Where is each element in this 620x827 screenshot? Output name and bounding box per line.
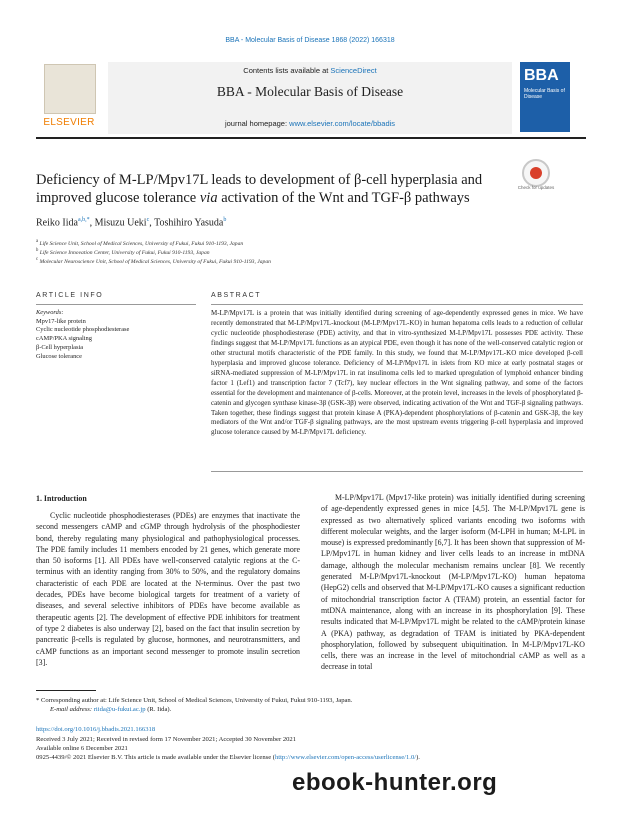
- author-separator: ,: [89, 217, 95, 229]
- article-title: [36, 171, 526, 207]
- author-affiliation-mark[interactable]: c: [146, 217, 150, 223]
- check-for-updates-label[interactable]: Check for updates: [517, 185, 555, 190]
- abstract-rule: [211, 304, 583, 305]
- title-text: activation of the Wnt and TGF-β pathways: [217, 190, 470, 206]
- license-text: 0925-4439/© 2021 Elsevier B.V. This article is made available under the Elsevier license (: [36, 754, 275, 761]
- author-affiliation-mark[interactable]: a,b,*: [77, 217, 90, 223]
- check-for-updates-icon[interactable]: [522, 159, 550, 187]
- journal-cover-image[interactable]: [520, 62, 570, 132]
- affiliation-mark: a: [36, 239, 39, 244]
- email-label: E-mail address:: [50, 706, 94, 713]
- footnote-rule: [36, 690, 96, 691]
- article-info-rule: [36, 304, 196, 305]
- journal-homepage-link[interactable]: www.elsevier.com/locate/bbadis: [289, 119, 396, 128]
- keyword: cAMP/PKA signaling: [36, 335, 92, 343]
- affiliation-mark: b: [36, 248, 39, 253]
- intro-paragraph: Cyclic nucleotide phosphodiesterases (PDEs) are enzymes that inactivate the second messengers cAMP and cGMP through hydrolysis of the phosphodiester bond, thereby regulating many physiological and pathophysiological processes. The PDE family includes 11 members encoded by 21 genes, which generate more than 50 isoforms [1]. All PDEs have well-conserved catalytic regions at the C-terminus with an identity ranging from 30% to 50%, and the regulatory domains characteristic of each PDE are located at the N-terminus. Over the past two decades, PDEs have become biological targets for treatment of a variety of diseases, and several selective inhibitors of PDEs have become available as therapeutic agents [2]. The development of effective PDE inhibitors for treatment of type 2 diabetes is also underway [2], based on the fact that insulin secretion by pancreatic β-cells is regulated by glucose, hormones, and neurotransmitters, and cAMP functions as an important second messenger to promote insulin secretion [3].: [36, 511, 300, 667]
- doi-link[interactable]: https://doi.org/10.1016/j.bbadis.2021.166318: [36, 726, 156, 733]
- title-line-1: Deficiency of M-LP/Mpv17L leads to development of β-cell hyperplasia and: [36, 172, 483, 188]
- intro-paragraph: M-LP/Mpv17L (Mpv17-like protein) was initially identified during screening of age-dependently expressed genes in mice [4,5]. The M-LP/Mpv17L gene is expressed as two alternatively spliced variants encoding two isoforms with different molecular weights, and the larger isoform (M-LPH in human; M-LPL in mouse) is expressed predominantly [6,7]. It has been shown that suppression of M-LP/Mpv17L in human kidney and liver cells leads to an increase in mtDNA damage, although the molecular mechanism remains unclear [8]. We recently generated M-LP/Mpv17L-knockout (M-LP/Mpv17L-KO) human hepatoma (HepG2) cells and observed that M-LP/Mpv17L-KO causes a significant reduction of mitochondrial transcription factor A (TFAM) protein, an essential factor for mtDNA maintenance, along with an increase in its phosphorylation [9]. These results indicated that M-LP/Mpv17L might be related to the cAMP/protein kinase A (PKA) pathway, as degradation of TFAM is initiated by PKA-dependent phosphorylation, followed by subsequent ubiquitination. In M-LP/Mpv17L-KO cells, there was an increase in the level of mitochondrial cAMP as well as a decrease in total: [321, 493, 585, 672]
- contents-line: [108, 66, 512, 75]
- title-italic: via: [199, 190, 218, 206]
- elsevier-tree-icon: [44, 64, 96, 114]
- journal-title: BBA - Molecular Basis of Disease: [216, 84, 404, 99]
- cover-title: BBA: [524, 67, 559, 84]
- sciencedirect-link[interactable]: ScienceDirect: [330, 66, 377, 75]
- abstract-bottom-rule: [211, 471, 583, 472]
- received-line: Received 3 July 2021; Received in revised form 17 November 2021; Accepted 30 November 2021: [36, 736, 297, 743]
- author-name[interactable]: Toshihiro Yasuda: [154, 217, 224, 229]
- title-text: improved glucose tolerance: [36, 190, 200, 206]
- keyword: Glucose tolerance: [36, 352, 82, 360]
- license-text-end: ).: [416, 754, 420, 761]
- keywords-heading: Keywords:: [36, 309, 64, 316]
- keyword: β-Cell hyperplasia: [36, 343, 84, 351]
- email-link[interactable]: riida@u-fukui.ac.jp: [93, 706, 146, 713]
- contents-prefix: Contents lists available at: [243, 66, 331, 75]
- publisher-name: ELSEVIER: [43, 117, 95, 128]
- introduction-column-1: [36, 510, 300, 668]
- abstract-label: ABSTRACT: [211, 292, 262, 299]
- affiliation: [36, 248, 210, 256]
- cover-subtitle: Molecular Basis of Disease: [524, 88, 565, 100]
- elsevier-logo: [36, 62, 102, 134]
- affiliation-text: Life Science Unit, School of Medical Sciences, University of Fukui, Fukui 910-1193, Japan: [39, 240, 244, 247]
- author-affiliation-mark[interactable]: b: [223, 217, 227, 223]
- corresponding-author-note: * Corresponding author at: Life Science Unit, School of Medical Sciences, University of Fukui, Fukui 910-1193, Japan.: [36, 697, 353, 704]
- header-rule: [36, 137, 586, 139]
- license-line: [36, 754, 596, 763]
- keywords-block: [36, 309, 196, 361]
- introduction-heading: 1. Introduction: [36, 494, 87, 503]
- abstract-text: M-LP/Mpv17L is a protein that was initially identified during screening of age-dependently expressed genes in mice. We have recently demonstrated that M-LP/Mpv17L-knockout (M-LP/Mpv17L-KO) in human hepatoma cells leads to a reduction of cellular cyclic nucleotide phosphodiesterase (PDE) activity, and that in vitro-synthesized M-LP/Mpv17L possesses PDE activity. These findings suggest that M-LP/Mpv17L functions as an atypical PDE, even though it has none of the well-conserved catalytic region or other structural motifs characteristic of the PDE family. In this study, we found that M-LP/Mpv17L-KO mice developed β-cell hyperplasia and improved glucose tolerance. Deficiency of M-LP/Mpv17L in islets from KO mice at early postnatal stages or siRNA-mediated suppression of M-LP/Mpv17L in rat insulinoma cells led to marked upregulation of lymphoid enhancer binding factor 1 (Lef1) and transcription factor 7 (Tcf7), key nuclear effectors in the Wnt signaling pathway, and some of the factors essential for the development and maintenance of β-cells. Moreover, at the protein level, increases in the levels of phosphorylated β-catenin and glycogen synthase kinase-3β (GSK-3β) were observed, indicating activation of the Wnt and TGF-β signaling pathways. Taken together, these findings suggest that protein kinase A (PKA)-dependent phosphorylations of β-catenin and GSK-3β, the key mediators of the Wnt and/or TGF-β signaling pathways, are the most upstream events triggering β-cell hyperplasia and improved glucose tolerance caused by M-LP/Mpv17L deficiency.: [211, 309, 583, 437]
- author-name[interactable]: Misuzu Ueki: [94, 217, 147, 229]
- email-line: [50, 706, 171, 715]
- author-list: [36, 217, 226, 228]
- homepage-line: [108, 119, 512, 128]
- email-suffix: (R. Iida).: [145, 706, 172, 713]
- author-name[interactable]: Reiko Iida: [36, 217, 78, 229]
- author-separator: ,: [149, 217, 155, 229]
- article-info-label: ARTICLE INFO: [36, 292, 104, 299]
- introduction-column-2: [321, 492, 585, 673]
- watermark: ebook-hunter.org: [292, 769, 498, 796]
- available-line: Available online 6 December 2021: [36, 745, 128, 752]
- affiliation-text: Life Science Innovation Center, University of Fukui, Fukui 910-1193, Japan: [39, 249, 210, 256]
- keyword: Mpv17-like protein: [36, 317, 86, 325]
- keyword: Cyclic nucleotide phosphodiesterase: [36, 326, 130, 334]
- license-link[interactable]: http://www.elsevier.com/open-access/userlicense/1.0/: [274, 754, 417, 761]
- affiliation: [36, 257, 271, 265]
- doi-line: [36, 726, 155, 735]
- journal-reference[interactable]: BBA - Molecular Basis of Disease 1868 (2022) 166318: [225, 37, 395, 44]
- affiliation: [36, 239, 243, 247]
- homepage-prefix: journal homepage:: [224, 119, 290, 128]
- affiliation-text: Molecular Neuroscience Unit, School of Medical Sciences, University of Fukui, Fukui 910-1193, Japan: [39, 258, 271, 265]
- title-line-2: [36, 189, 526, 207]
- affiliation-mark: c: [36, 257, 39, 262]
